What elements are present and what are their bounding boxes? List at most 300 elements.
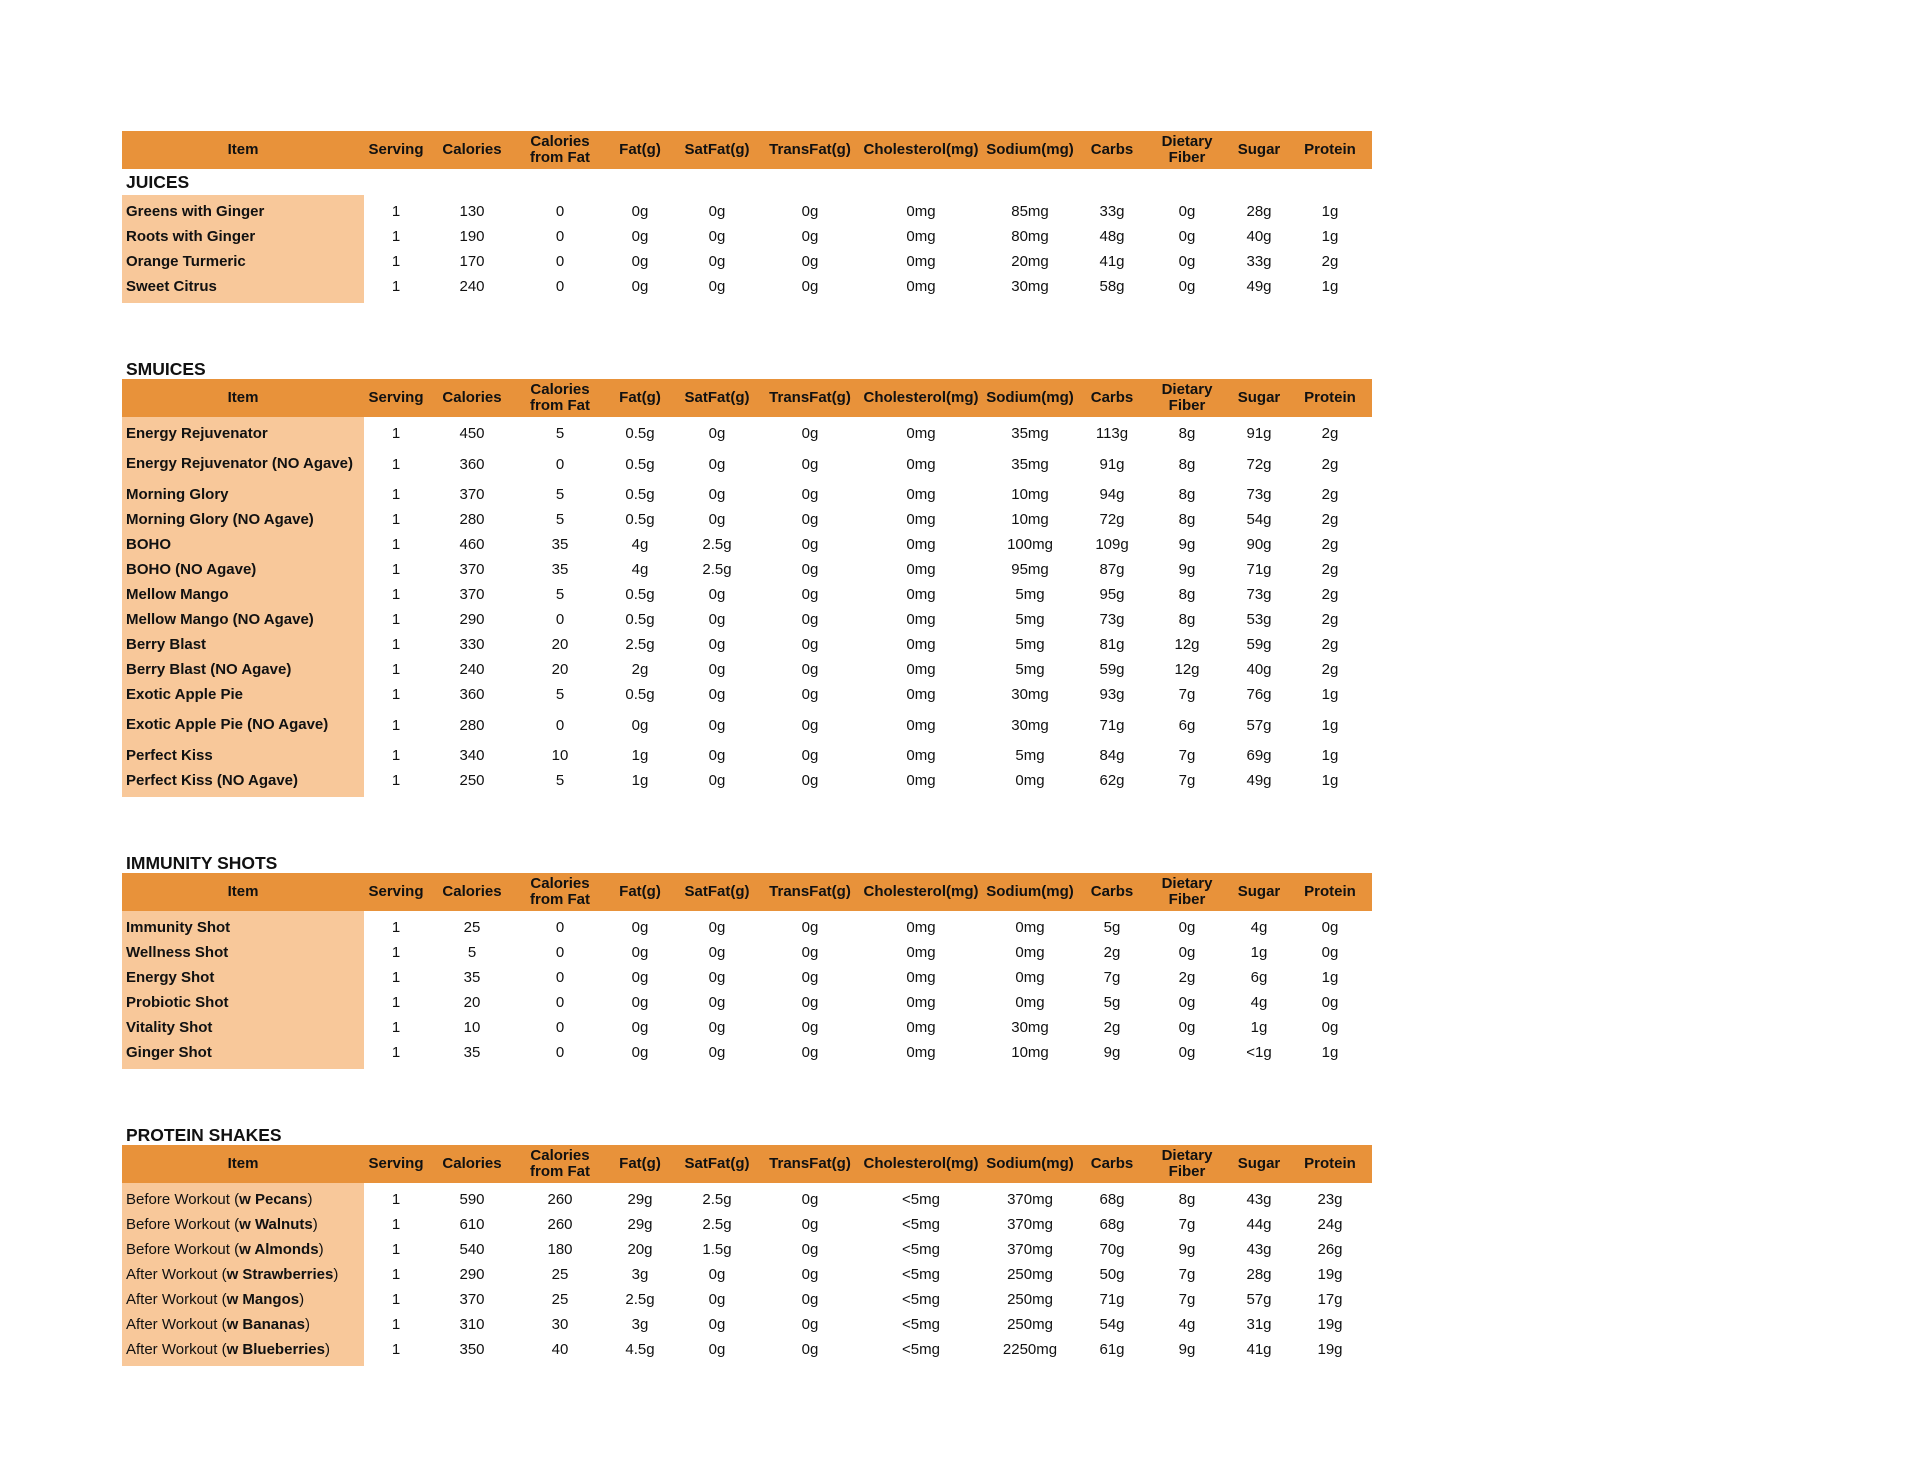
chol-cell: 0mg — [906, 944, 936, 961]
calories-cell: 240 — [459, 661, 485, 678]
trans-cell: 0g — [801, 636, 819, 653]
table-row — [122, 1040, 1372, 1065]
calories-cell: 25 — [463, 919, 481, 936]
column-header-sodium: Sodium(mg) — [986, 389, 1074, 406]
carbs-cell: 61g — [1099, 1341, 1125, 1358]
calories-cell: 370 — [459, 586, 485, 603]
chol-cell: 0mg — [906, 661, 936, 678]
item-name-cell: Sweet Citrus — [122, 274, 364, 299]
sod-cell: 0mg — [1015, 919, 1045, 936]
trans-cell: 0g — [801, 228, 819, 245]
table-header — [122, 379, 1372, 417]
trans-cell: 0g — [801, 425, 819, 442]
fat-cell: 2g — [631, 661, 649, 678]
column-header-calories-from-fat: Calories from Fat — [530, 1147, 590, 1180]
prot-cell: 2g — [1321, 536, 1339, 553]
trans-cell: 0g — [801, 944, 819, 961]
sat-cell: 0g — [708, 611, 726, 628]
fat-cell: 20g — [627, 1241, 653, 1258]
prot-cell: 1g — [1321, 747, 1339, 764]
sat-cell: 0g — [708, 944, 726, 961]
table-row — [122, 482, 1372, 507]
cff-cell: 5 — [555, 511, 565, 528]
trans-cell: 0g — [801, 716, 819, 734]
column-header-dietary-fiber: Dietary Fiber — [1161, 1147, 1213, 1180]
calories-cell: 20 — [463, 994, 481, 1011]
fat-cell: 0g — [631, 994, 649, 1011]
table-row — [122, 1287, 1372, 1312]
serving-cell: 1 — [391, 994, 401, 1011]
carbs-cell: 81g — [1099, 636, 1125, 653]
serving-cell: 1 — [391, 716, 401, 734]
fat-cell: 0.5g — [625, 511, 655, 528]
fat-cell: 0g — [631, 1044, 649, 1061]
table-row — [122, 768, 1372, 793]
cff-cell: 20 — [551, 661, 569, 678]
carbs-cell: 7g — [1103, 969, 1121, 986]
cff-cell: 0 — [555, 253, 565, 270]
column-header-fat: Fat(g) — [619, 1155, 661, 1172]
table-row — [122, 1187, 1372, 1212]
table-row — [122, 1237, 1372, 1262]
carbs-cell: 73g — [1099, 611, 1125, 628]
column-header-calories-from-fat: Calories from Fat — [530, 133, 590, 166]
chol-cell: 0mg — [906, 611, 936, 628]
chol-cell: <5mg — [902, 1291, 940, 1308]
sugar-cell: 49g — [1246, 772, 1272, 789]
chol-cell: <5mg — [902, 1241, 940, 1258]
calories-cell: 360 — [459, 686, 485, 703]
serving-cell: 1 — [391, 969, 401, 986]
serving-cell: 1 — [391, 919, 401, 936]
prot-cell: 1g — [1321, 686, 1339, 703]
prot-cell: 24g — [1317, 1216, 1343, 1233]
cff-cell: 260 — [547, 1216, 573, 1233]
trans-cell: 0g — [801, 969, 819, 986]
chol-cell: 0mg — [906, 969, 936, 986]
sod-cell: 250mg — [1007, 1266, 1053, 1283]
carbs-cell: 84g — [1099, 747, 1125, 764]
prot-cell: 19g — [1317, 1266, 1343, 1283]
item-name-cell: After Workout (w Blueberries) — [122, 1337, 364, 1362]
table-row — [122, 274, 1372, 299]
sugar-cell: 41g — [1246, 1341, 1272, 1358]
carbs-cell: 95g — [1099, 586, 1125, 603]
chol-cell: 0mg — [906, 636, 936, 653]
trans-cell: 0g — [801, 686, 819, 703]
column-header-transfat: TransFat(g) — [769, 883, 851, 900]
item-name-cell: BOHO — [122, 532, 364, 557]
sugar-cell: 43g — [1246, 1191, 1272, 1208]
column-header-sugar: Sugar — [1237, 1155, 1281, 1172]
sat-cell: 0g — [708, 919, 726, 936]
serving-cell: 1 — [391, 747, 401, 764]
carbs-cell: 71g — [1099, 716, 1125, 734]
sod-cell: 370mg — [1007, 1191, 1053, 1208]
fiber-cell: 0g — [1178, 228, 1196, 245]
table-row — [122, 965, 1372, 990]
serving-cell: 1 — [391, 661, 401, 678]
table-row — [122, 1212, 1372, 1237]
chol-cell: 0mg — [906, 716, 936, 734]
chol-cell: 0mg — [906, 203, 936, 220]
section-immunity-shots — [122, 849, 1372, 1069]
calories-cell: 280 — [459, 716, 485, 734]
table-row — [122, 682, 1372, 707]
fat-cell: 4.5g — [625, 1341, 655, 1358]
fat-cell: 0g — [631, 716, 649, 734]
cff-cell: 25 — [551, 1266, 569, 1283]
chol-cell: 0mg — [906, 686, 936, 703]
fiber-cell: 2g — [1178, 969, 1196, 986]
item-name-cell: After Workout (w Bananas) — [122, 1312, 364, 1337]
sod-cell: 85mg — [1011, 203, 1049, 220]
trans-cell: 0g — [801, 772, 819, 789]
chol-cell: <5mg — [902, 1216, 940, 1233]
chol-cell: 0mg — [906, 228, 936, 245]
sugar-cell: 4g — [1250, 919, 1268, 936]
prot-cell: 1g — [1321, 228, 1339, 245]
fiber-cell: 6g — [1178, 716, 1196, 734]
column-header-fat: Fat(g) — [619, 389, 661, 406]
sod-cell: 5mg — [1015, 611, 1045, 628]
calories-cell: 280 — [459, 511, 485, 528]
item-name-cell: Probiotic Shot — [122, 990, 364, 1015]
trans-cell: 0g — [801, 253, 819, 270]
section-title: PROTEIN SHAKES — [126, 1125, 282, 1145]
sod-cell: 2250mg — [1002, 1341, 1058, 1358]
column-header-serving: Serving — [368, 1155, 424, 1172]
calories-cell: 360 — [459, 455, 485, 473]
column-header-cholesterol: Cholesterol(mg) — [863, 389, 979, 406]
section-title: IMMUNITY SHOTS — [126, 853, 278, 873]
column-header-carbs: Carbs — [1090, 883, 1134, 900]
table-header — [122, 873, 1372, 911]
prot-cell: 2g — [1321, 661, 1339, 678]
carbs-cell: 68g — [1099, 1191, 1125, 1208]
item-name-cell: Vitality Shot — [122, 1015, 364, 1040]
fiber-cell: 4g — [1178, 1316, 1196, 1333]
sod-cell: 10mg — [1011, 511, 1049, 528]
sugar-cell: 6g — [1250, 969, 1268, 986]
sod-cell: 370mg — [1007, 1216, 1053, 1233]
item-name-cell: Morning Glory (NO Agave) — [122, 507, 364, 532]
carbs-cell: 87g — [1099, 561, 1125, 578]
calories-cell: 290 — [459, 611, 485, 628]
prot-cell: 0g — [1321, 994, 1339, 1011]
fat-cell: 29g — [627, 1191, 653, 1208]
calories-cell: 540 — [459, 1241, 485, 1258]
item-name-cell: Exotic Apple Pie — [122, 682, 364, 707]
carbs-cell: 94g — [1099, 486, 1125, 503]
cff-cell: 25 — [551, 1291, 569, 1308]
serving-cell: 1 — [391, 511, 401, 528]
table-row — [122, 507, 1372, 532]
carbs-cell: 54g — [1099, 1316, 1125, 1333]
item-name-cell: Mellow Mango — [122, 582, 364, 607]
sugar-cell: 72g — [1246, 455, 1272, 473]
carbs-cell: 5g — [1103, 919, 1121, 936]
column-header-sugar: Sugar — [1237, 141, 1281, 158]
item-name-cell: Energy Rejuvenator (NO Agave) — [122, 446, 364, 482]
item-name-cell: Energy Rejuvenator — [122, 421, 364, 446]
table-row — [122, 607, 1372, 632]
prot-cell: 0g — [1321, 919, 1339, 936]
trans-cell: 0g — [801, 1291, 819, 1308]
sat-cell: 0g — [708, 455, 726, 473]
sod-cell: 250mg — [1007, 1316, 1053, 1333]
table-row — [122, 224, 1372, 249]
chol-cell: 0mg — [906, 561, 936, 578]
calories-cell: 170 — [459, 253, 485, 270]
carbs-cell: 2g — [1103, 944, 1121, 961]
table-row — [122, 1312, 1372, 1337]
trans-cell: 0g — [801, 203, 819, 220]
calories-cell: 340 — [459, 747, 485, 764]
sod-cell: 10mg — [1011, 486, 1049, 503]
sugar-cell: 73g — [1246, 586, 1272, 603]
trans-cell: 0g — [801, 611, 819, 628]
fat-cell: 1g — [631, 772, 649, 789]
fiber-cell: 8g — [1178, 586, 1196, 603]
carbs-cell: 2g — [1103, 1019, 1121, 1036]
prot-cell: 26g — [1317, 1241, 1343, 1258]
fiber-cell: 0g — [1178, 944, 1196, 961]
item-name-cell: Morning Glory — [122, 482, 364, 507]
sugar-cell: 28g — [1246, 203, 1272, 220]
sod-cell: 0mg — [1015, 969, 1045, 986]
calories-cell: 450 — [459, 425, 485, 442]
trans-cell: 0g — [801, 1191, 819, 1208]
table-row — [122, 657, 1372, 682]
column-header-item: Item — [227, 141, 259, 158]
sugar-cell: 40g — [1246, 228, 1272, 245]
sat-cell: 0g — [708, 747, 726, 764]
fiber-cell: 9g — [1178, 1241, 1196, 1258]
prot-cell: 0g — [1321, 944, 1339, 961]
sat-cell: 0g — [708, 253, 726, 270]
serving-cell: 1 — [391, 228, 401, 245]
column-header-calories: Calories — [442, 1155, 502, 1172]
sod-cell: 5mg — [1015, 586, 1045, 603]
trans-cell: 0g — [801, 586, 819, 603]
chol-cell: 0mg — [906, 919, 936, 936]
chol-cell: 0mg — [906, 253, 936, 270]
fiber-cell: 0g — [1178, 919, 1196, 936]
calories-cell: 460 — [459, 536, 485, 553]
prot-cell: 2g — [1321, 486, 1339, 503]
trans-cell: 0g — [801, 1216, 819, 1233]
sugar-cell: 28g — [1246, 1266, 1272, 1283]
calories-cell: 370 — [459, 561, 485, 578]
column-header-serving: Serving — [368, 389, 424, 406]
cff-cell: 0 — [555, 1044, 565, 1061]
column-header-calories-from-fat: Calories from Fat — [530, 381, 590, 414]
column-header-sodium: Sodium(mg) — [986, 883, 1074, 900]
serving-cell: 1 — [391, 1341, 401, 1358]
chol-cell: 0mg — [906, 1019, 936, 1036]
table-row — [122, 582, 1372, 607]
fiber-cell: 8g — [1178, 511, 1196, 528]
cff-cell: 10 — [551, 747, 569, 764]
calories-cell: 190 — [459, 228, 485, 245]
fiber-cell: 7g — [1178, 747, 1196, 764]
column-header-protein: Protein — [1304, 141, 1356, 158]
item-name-cell: Perfect Kiss — [122, 743, 364, 768]
fiber-cell: 8g — [1178, 611, 1196, 628]
calories-cell: 250 — [459, 772, 485, 789]
calories-cell: 5 — [467, 944, 477, 961]
sat-cell: 0g — [708, 511, 726, 528]
chol-cell: 0mg — [906, 772, 936, 789]
fiber-cell: 0g — [1178, 1044, 1196, 1061]
sat-cell: 0g — [708, 228, 726, 245]
cff-cell: 20 — [551, 636, 569, 653]
fiber-cell: 7g — [1178, 1291, 1196, 1308]
item-name-cell: After Workout (w Strawberries) — [122, 1262, 364, 1287]
calories-cell: 290 — [459, 1266, 485, 1283]
trans-cell: 0g — [801, 747, 819, 764]
cff-cell: 5 — [555, 772, 565, 789]
carbs-cell: 113g — [1095, 425, 1129, 442]
serving-cell: 1 — [391, 611, 401, 628]
item-name-cell: Roots with Ginger — [122, 224, 364, 249]
fiber-cell: 0g — [1178, 994, 1196, 1011]
sod-cell: 30mg — [1011, 686, 1049, 703]
carbs-cell: 62g — [1099, 772, 1125, 789]
sugar-cell: 71g — [1246, 561, 1272, 578]
sugar-cell: <1g — [1246, 1044, 1272, 1061]
chol-cell: <5mg — [902, 1341, 940, 1358]
prot-cell: 2g — [1321, 586, 1339, 603]
serving-cell: 1 — [391, 561, 401, 578]
column-header-sodium: Sodium(mg) — [986, 141, 1074, 158]
cff-cell: 35 — [551, 561, 569, 578]
fat-cell: 0.5g — [625, 486, 655, 503]
column-header-carbs: Carbs — [1090, 1155, 1134, 1172]
trans-cell: 0g — [801, 1316, 819, 1333]
trans-cell: 0g — [801, 919, 819, 936]
sod-cell: 5mg — [1015, 661, 1045, 678]
fat-cell: 0g — [631, 944, 649, 961]
sugar-cell: 31g — [1246, 1316, 1272, 1333]
trans-cell: 0g — [801, 1019, 819, 1036]
sod-cell: 5mg — [1015, 747, 1045, 764]
serving-cell: 1 — [391, 586, 401, 603]
fiber-cell: 0g — [1178, 203, 1196, 220]
carbs-cell: 9g — [1103, 1044, 1121, 1061]
carbs-cell: 48g — [1099, 228, 1125, 245]
fiber-cell: 12g — [1174, 661, 1200, 678]
chol-cell: 0mg — [906, 536, 936, 553]
prot-cell: 1g — [1321, 278, 1339, 295]
serving-cell: 1 — [391, 1241, 401, 1258]
column-header-satfat: SatFat(g) — [684, 389, 750, 406]
sod-cell: 250mg — [1007, 1291, 1053, 1308]
trans-cell: 0g — [801, 1341, 819, 1358]
sod-cell: 30mg — [1011, 278, 1049, 295]
sod-cell: 95mg — [1011, 561, 1049, 578]
table-row — [122, 249, 1372, 274]
item-name-cell: Orange Turmeric — [122, 249, 364, 274]
calories-cell: 35 — [463, 969, 481, 986]
carbs-cell: 68g — [1099, 1216, 1125, 1233]
trans-cell: 0g — [801, 994, 819, 1011]
carbs-cell: 109g — [1095, 536, 1129, 553]
fat-cell: 3g — [631, 1266, 649, 1283]
fat-cell: 0g — [631, 228, 649, 245]
sugar-cell: 44g — [1246, 1216, 1272, 1233]
section-protein-shakes — [122, 1121, 1372, 1366]
prot-cell: 17g — [1317, 1291, 1343, 1308]
fiber-cell: 8g — [1178, 1191, 1196, 1208]
cff-cell: 5 — [555, 425, 565, 442]
table-row — [122, 421, 1372, 446]
fat-cell: 1g — [631, 747, 649, 764]
section-title: JUICES — [126, 172, 190, 192]
table-row — [122, 199, 1372, 224]
sat-cell: 1.5g — [702, 1241, 732, 1258]
carbs-cell: 71g — [1099, 1291, 1125, 1308]
sat-cell: 0g — [708, 1341, 726, 1358]
item-name-cell: Mellow Mango (NO Agave) — [122, 607, 364, 632]
serving-cell: 1 — [391, 253, 401, 270]
serving-cell: 1 — [391, 486, 401, 503]
fiber-cell: 8g — [1178, 425, 1196, 442]
trans-cell: 0g — [801, 1241, 819, 1258]
fat-cell: 3g — [631, 1316, 649, 1333]
sugar-cell: 76g — [1246, 686, 1272, 703]
prot-cell: 23g — [1317, 1191, 1343, 1208]
sugar-cell: 91g — [1246, 425, 1272, 442]
sat-cell: 2.5g — [702, 536, 732, 553]
serving-cell: 1 — [391, 1019, 401, 1036]
column-header-protein: Protein — [1304, 883, 1356, 900]
column-header-transfat: TransFat(g) — [769, 141, 851, 158]
sugar-cell: 69g — [1246, 747, 1272, 764]
table-row — [122, 1262, 1372, 1287]
calories-cell: 330 — [459, 636, 485, 653]
column-header-serving: Serving — [368, 883, 424, 900]
column-header-carbs: Carbs — [1090, 141, 1134, 158]
cff-cell: 0 — [555, 716, 565, 734]
prot-cell: 19g — [1317, 1341, 1343, 1358]
chol-cell: 0mg — [906, 455, 936, 473]
chol-cell: 0mg — [906, 486, 936, 503]
column-header-fat: Fat(g) — [619, 141, 661, 158]
calories-cell: 310 — [459, 1316, 485, 1333]
sugar-cell: 4g — [1250, 994, 1268, 1011]
column-header-item: Item — [227, 1155, 259, 1172]
chol-cell: 0mg — [906, 994, 936, 1011]
serving-cell: 1 — [391, 425, 401, 442]
cff-cell: 0 — [555, 455, 565, 473]
column-header-cholesterol: Cholesterol(mg) — [863, 1155, 979, 1172]
serving-cell: 1 — [391, 1216, 401, 1233]
fat-cell: 0.5g — [625, 586, 655, 603]
item-name-cell: Berry Blast — [122, 632, 364, 657]
fiber-cell: 8g — [1178, 486, 1196, 503]
sat-cell: 2.5g — [702, 1191, 732, 1208]
serving-cell: 1 — [391, 278, 401, 295]
nutrition-sheet — [122, 131, 1372, 1366]
item-name-cell: After Workout (w Mangos) — [122, 1287, 364, 1312]
calories-cell: 350 — [459, 1341, 485, 1358]
sugar-cell: 73g — [1246, 486, 1272, 503]
chol-cell: 0mg — [906, 278, 936, 295]
sat-cell: 0g — [708, 772, 726, 789]
item-name-cell: Exotic Apple Pie (NO Agave) — [122, 707, 364, 743]
